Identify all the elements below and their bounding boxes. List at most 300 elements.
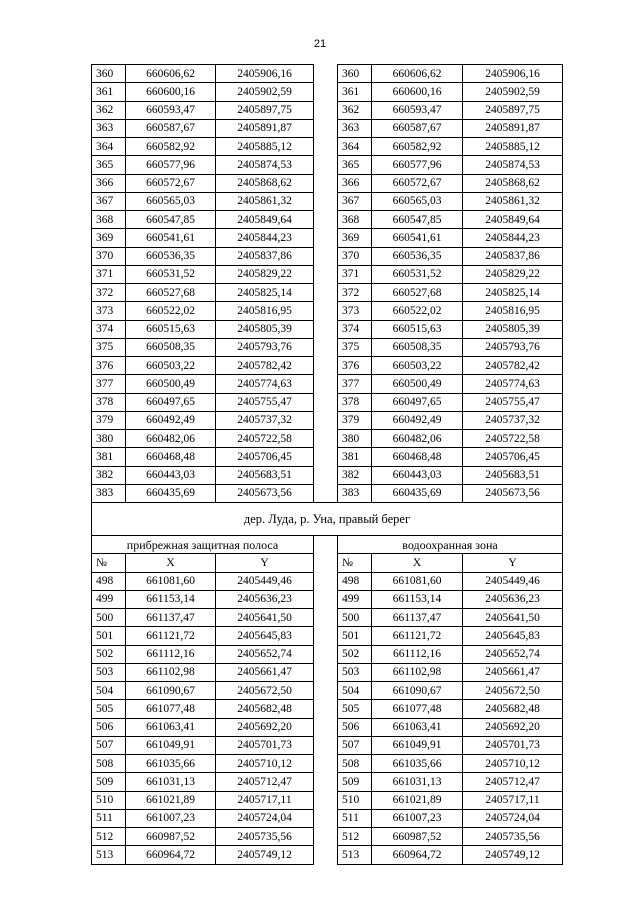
x-coordinate: 661137,47 (372, 609, 463, 627)
y-coordinate: 2405805,39 (216, 320, 314, 338)
y-coordinate: 2405793,76 (463, 338, 563, 356)
table-row (92, 411, 563, 429)
point-number: 506 (92, 718, 126, 736)
zone-title-row (92, 536, 563, 554)
point-number: 513 (92, 846, 126, 864)
x-coordinate: 660593,47 (372, 101, 463, 119)
table-row (92, 65, 563, 83)
table-row (92, 609, 563, 627)
column-gap (314, 682, 338, 700)
y-coordinate: 2405897,75 (216, 101, 314, 119)
x-coordinate: 661090,67 (126, 682, 216, 700)
column-gap (314, 846, 338, 864)
x-coordinate: 660536,35 (372, 247, 463, 265)
y-coordinate: 2405891,87 (463, 119, 563, 137)
y-coordinate: 2405868,62 (463, 174, 563, 192)
column-gap (314, 338, 338, 356)
y-coordinate: 2405717,11 (216, 791, 314, 809)
table-row (92, 430, 563, 448)
point-number: 512 (338, 828, 372, 846)
point-number: 511 (338, 809, 372, 827)
header-y: Y (216, 554, 314, 572)
point-number: 377 (338, 375, 372, 393)
x-coordinate: 660468,48 (126, 448, 216, 466)
y-coordinate: 2405682,48 (216, 700, 314, 718)
x-coordinate: 661031,13 (126, 773, 216, 791)
table-row (92, 192, 563, 210)
x-coordinate: 660435,69 (126, 484, 216, 502)
table-row (92, 645, 563, 663)
x-coordinate: 660500,49 (372, 375, 463, 393)
y-coordinate: 2405722,58 (216, 430, 314, 448)
y-coordinate: 2405673,56 (463, 484, 563, 502)
x-coordinate: 661035,66 (126, 755, 216, 773)
x-coordinate: 660541,61 (372, 229, 463, 247)
y-coordinate: 2405683,51 (216, 466, 314, 484)
x-coordinate: 661049,91 (126, 736, 216, 754)
table-row (92, 174, 563, 192)
table-row (92, 484, 563, 502)
point-number: 370 (92, 247, 126, 265)
x-coordinate: 661021,89 (126, 791, 216, 809)
x-coordinate: 660500,49 (126, 375, 216, 393)
x-coordinate: 660600,16 (372, 83, 463, 101)
header-row (92, 554, 563, 572)
column-gap (314, 430, 338, 448)
header-num: № (338, 554, 372, 572)
x-coordinate: 660443,03 (372, 466, 463, 484)
x-coordinate: 660482,06 (126, 430, 216, 448)
x-coordinate: 660547,85 (372, 211, 463, 229)
point-number: 505 (338, 700, 372, 718)
y-coordinate: 2405844,23 (216, 229, 314, 247)
y-coordinate: 2405782,42 (216, 357, 314, 375)
y-coordinate: 2405645,83 (463, 627, 563, 645)
y-coordinate: 2405682,48 (463, 700, 563, 718)
header-y: Y (463, 554, 563, 572)
x-coordinate: 661035,66 (372, 755, 463, 773)
point-number: 505 (92, 700, 126, 718)
table-row (92, 791, 563, 809)
x-coordinate: 661007,23 (126, 809, 216, 827)
y-coordinate: 2405868,62 (216, 174, 314, 192)
table-row (92, 229, 563, 247)
table-row (92, 448, 563, 466)
column-gap (314, 448, 338, 466)
table-row (92, 138, 563, 156)
table-row (92, 156, 563, 174)
column-gap (314, 590, 338, 608)
table-row (92, 101, 563, 119)
column-gap (314, 247, 338, 265)
column-gap (314, 484, 338, 502)
point-number: 498 (338, 572, 372, 590)
x-coordinate: 660497,65 (126, 393, 216, 411)
point-number: 508 (338, 755, 372, 773)
y-coordinate: 2405710,12 (463, 755, 563, 773)
x-coordinate: 661021,89 (372, 791, 463, 809)
column-gap (314, 663, 338, 681)
y-coordinate: 2405902,59 (216, 83, 314, 101)
y-coordinate: 2405885,12 (463, 138, 563, 156)
y-coordinate: 2405673,56 (216, 484, 314, 502)
x-coordinate: 660606,62 (126, 65, 216, 83)
x-coordinate: 660492,49 (372, 411, 463, 429)
y-coordinate: 2405712,47 (216, 773, 314, 791)
y-coordinate: 2405652,74 (463, 645, 563, 663)
table-row (92, 663, 563, 681)
table-row (92, 755, 563, 773)
y-coordinate: 2405636,23 (463, 590, 563, 608)
point-number: 378 (338, 393, 372, 411)
point-number: 368 (92, 211, 126, 229)
table-row (92, 846, 563, 864)
x-coordinate: 660435,69 (372, 484, 463, 502)
x-coordinate: 661112,16 (126, 645, 216, 663)
column-gap (314, 791, 338, 809)
point-number: 372 (338, 284, 372, 302)
column-gap (314, 357, 338, 375)
table-row (92, 682, 563, 700)
left-zone-title: прибрежная защитная полоса (92, 536, 314, 554)
table-row (92, 736, 563, 754)
y-coordinate: 2405861,32 (216, 192, 314, 210)
y-coordinate: 2405755,47 (463, 393, 563, 411)
point-number: 380 (92, 430, 126, 448)
point-number: 366 (338, 174, 372, 192)
column-gap (314, 700, 338, 718)
point-number: 510 (92, 791, 126, 809)
x-coordinate: 661081,60 (372, 572, 463, 590)
y-coordinate: 2405641,50 (216, 609, 314, 627)
x-coordinate: 661102,98 (372, 663, 463, 681)
point-number: 375 (338, 338, 372, 356)
point-number: 502 (92, 645, 126, 663)
point-number: 509 (338, 773, 372, 791)
y-coordinate: 2405825,14 (216, 284, 314, 302)
column-gap (314, 174, 338, 192)
coordinates-table (91, 64, 563, 865)
y-coordinate: 2405897,75 (463, 101, 563, 119)
y-coordinate: 2405449,46 (216, 572, 314, 590)
section-title-row (92, 503, 563, 536)
point-number: 506 (338, 718, 372, 736)
x-coordinate: 660541,61 (126, 229, 216, 247)
point-number: 370 (338, 247, 372, 265)
y-coordinate: 2405683,51 (463, 466, 563, 484)
point-number: 377 (92, 375, 126, 393)
table-row (92, 572, 563, 590)
point-number: 360 (92, 65, 126, 83)
page-number: 21 (313, 38, 327, 50)
x-coordinate: 660492,49 (126, 411, 216, 429)
y-coordinate: 2405710,12 (216, 755, 314, 773)
y-coordinate: 2405825,14 (463, 284, 563, 302)
x-coordinate: 660587,67 (126, 119, 216, 137)
y-coordinate: 2405829,22 (216, 265, 314, 283)
table-row (92, 265, 563, 283)
x-coordinate: 660577,96 (126, 156, 216, 174)
column-gap (314, 375, 338, 393)
y-coordinate: 2405874,53 (216, 156, 314, 174)
x-coordinate: 660508,35 (372, 338, 463, 356)
column-gap (314, 466, 338, 484)
x-coordinate: 660497,65 (372, 393, 463, 411)
point-number: 363 (338, 119, 372, 137)
point-number: 507 (92, 736, 126, 754)
y-coordinate: 2405706,45 (216, 448, 314, 466)
y-coordinate: 2405749,12 (216, 846, 314, 864)
point-number: 381 (338, 448, 372, 466)
point-number: 367 (338, 192, 372, 210)
point-number: 503 (338, 663, 372, 681)
x-coordinate: 661063,41 (126, 718, 216, 736)
column-gap (314, 138, 338, 156)
x-coordinate: 660503,22 (372, 357, 463, 375)
x-coordinate: 660606,62 (372, 65, 463, 83)
table-row (92, 83, 563, 101)
point-number: 502 (338, 645, 372, 663)
point-number: 364 (92, 138, 126, 156)
column-gap (314, 736, 338, 754)
point-number: 362 (338, 101, 372, 119)
y-coordinate: 2405902,59 (463, 83, 563, 101)
point-number: 504 (338, 682, 372, 700)
point-number: 378 (92, 393, 126, 411)
point-number: 511 (92, 809, 126, 827)
y-coordinate: 2405701,73 (463, 736, 563, 754)
point-number: 383 (338, 484, 372, 502)
point-number: 369 (92, 229, 126, 247)
x-coordinate: 661081,60 (126, 572, 216, 590)
point-number: 512 (92, 828, 126, 846)
y-coordinate: 2405774,63 (216, 375, 314, 393)
table-row (92, 375, 563, 393)
point-number: 368 (338, 211, 372, 229)
column-gap (314, 718, 338, 736)
point-number: 369 (338, 229, 372, 247)
y-coordinate: 2405891,87 (216, 119, 314, 137)
table-row (92, 718, 563, 736)
top-rows (92, 65, 563, 503)
x-coordinate: 660964,72 (372, 846, 463, 864)
y-coordinate: 2405724,04 (463, 809, 563, 827)
y-coordinate: 2405874,53 (463, 156, 563, 174)
x-coordinate: 661102,98 (126, 663, 216, 681)
x-coordinate: 660503,22 (126, 357, 216, 375)
x-coordinate: 660593,47 (126, 101, 216, 119)
y-coordinate: 2405672,50 (216, 682, 314, 700)
point-number: 367 (92, 192, 126, 210)
point-number: 373 (338, 302, 372, 320)
point-number: 372 (92, 284, 126, 302)
x-coordinate: 660565,03 (372, 192, 463, 210)
x-coordinate: 660508,35 (126, 338, 216, 356)
y-coordinate: 2405793,76 (216, 338, 314, 356)
x-coordinate: 660515,63 (126, 320, 216, 338)
x-coordinate: 661153,14 (372, 590, 463, 608)
column-gap (314, 83, 338, 101)
y-coordinate: 2405829,22 (463, 265, 563, 283)
x-coordinate: 660531,52 (372, 265, 463, 283)
x-coordinate: 660468,48 (372, 448, 463, 466)
point-number: 503 (92, 663, 126, 681)
column-gap (314, 411, 338, 429)
point-number: 500 (92, 609, 126, 627)
table-row (92, 247, 563, 265)
y-coordinate: 2405816,95 (463, 302, 563, 320)
y-coordinate: 2405706,45 (463, 448, 563, 466)
bottom-rows (92, 572, 563, 864)
table-row (92, 320, 563, 338)
point-number: 501 (92, 627, 126, 645)
header-num: № (92, 554, 126, 572)
point-number: 513 (338, 846, 372, 864)
y-coordinate: 2405717,11 (463, 791, 563, 809)
table-row (92, 357, 563, 375)
y-coordinate: 2405661,47 (463, 663, 563, 681)
y-coordinate: 2405906,16 (216, 65, 314, 83)
table-row (92, 466, 563, 484)
y-coordinate: 2405782,42 (463, 357, 563, 375)
x-coordinate: 661121,72 (372, 627, 463, 645)
y-coordinate: 2405861,32 (463, 192, 563, 210)
x-coordinate: 661137,47 (126, 609, 216, 627)
table-row (92, 828, 563, 846)
x-coordinate: 660577,96 (372, 156, 463, 174)
x-coordinate: 660572,67 (126, 174, 216, 192)
x-coordinate: 660964,72 (126, 846, 216, 864)
x-coordinate: 661031,13 (372, 773, 463, 791)
point-number: 376 (338, 357, 372, 375)
point-number: 365 (92, 156, 126, 174)
table-row (92, 211, 563, 229)
x-coordinate: 660565,03 (126, 192, 216, 210)
point-number: 365 (338, 156, 372, 174)
y-coordinate: 2405816,95 (216, 302, 314, 320)
y-coordinate: 2405692,20 (463, 718, 563, 736)
x-coordinate: 660987,52 (372, 828, 463, 846)
table-row (92, 119, 563, 137)
point-number: 364 (338, 138, 372, 156)
point-number: 381 (92, 448, 126, 466)
y-coordinate: 2405645,83 (216, 627, 314, 645)
right-zone-title: водоохранная зона (338, 536, 563, 554)
table-row (92, 590, 563, 608)
column-gap (314, 755, 338, 773)
point-number: 499 (92, 590, 126, 608)
x-coordinate: 661007,23 (372, 809, 463, 827)
x-coordinate: 661077,48 (126, 700, 216, 718)
point-number: 507 (338, 736, 372, 754)
column-gap (314, 393, 338, 411)
table-row (92, 773, 563, 791)
point-number: 508 (92, 755, 126, 773)
column-gap (314, 828, 338, 846)
point-number: 501 (338, 627, 372, 645)
column-gap (314, 119, 338, 137)
point-number: 374 (338, 320, 372, 338)
y-coordinate: 2405735,56 (463, 828, 563, 846)
y-coordinate: 2405449,46 (463, 572, 563, 590)
point-number: 510 (338, 791, 372, 809)
point-number: 379 (92, 411, 126, 429)
x-coordinate: 660572,67 (372, 174, 463, 192)
point-number: 498 (92, 572, 126, 590)
y-coordinate: 2405906,16 (463, 65, 563, 83)
point-number: 380 (338, 430, 372, 448)
point-number: 382 (338, 466, 372, 484)
x-coordinate: 661049,91 (372, 736, 463, 754)
y-coordinate: 2405692,20 (216, 718, 314, 736)
y-coordinate: 2405636,23 (216, 590, 314, 608)
x-coordinate: 660587,67 (372, 119, 463, 137)
point-number: 383 (92, 484, 126, 502)
point-number: 509 (92, 773, 126, 791)
x-coordinate: 660522,02 (372, 302, 463, 320)
column-gap (314, 65, 338, 83)
column-gap (314, 627, 338, 645)
x-coordinate: 661153,14 (126, 590, 216, 608)
y-coordinate: 2405805,39 (463, 320, 563, 338)
column-gap (314, 536, 338, 554)
x-coordinate: 660547,85 (126, 211, 216, 229)
y-coordinate: 2405735,56 (216, 828, 314, 846)
y-coordinate: 2405837,86 (216, 247, 314, 265)
table-row (92, 809, 563, 827)
x-coordinate: 660522,02 (126, 302, 216, 320)
table-row (92, 627, 563, 645)
column-gap (314, 554, 338, 572)
column-gap (314, 809, 338, 827)
table-row (92, 393, 563, 411)
column-gap (314, 156, 338, 174)
column-gap (314, 572, 338, 590)
point-number: 382 (92, 466, 126, 484)
x-coordinate: 660536,35 (126, 247, 216, 265)
table-row (92, 284, 563, 302)
point-number: 366 (92, 174, 126, 192)
y-coordinate: 2405774,63 (463, 375, 563, 393)
y-coordinate: 2405749,12 (463, 846, 563, 864)
x-coordinate: 661090,67 (372, 682, 463, 700)
y-coordinate: 2405849,64 (216, 211, 314, 229)
point-number: 500 (338, 609, 372, 627)
table-row (92, 302, 563, 320)
y-coordinate: 2405712,47 (463, 773, 563, 791)
y-coordinate: 2405724,04 (216, 809, 314, 827)
header-x: X (126, 554, 216, 572)
y-coordinate: 2405737,32 (463, 411, 563, 429)
column-gap (314, 284, 338, 302)
y-coordinate: 2405755,47 (216, 393, 314, 411)
point-number: 379 (338, 411, 372, 429)
y-coordinate: 2405641,50 (463, 609, 563, 627)
y-coordinate: 2405701,73 (216, 736, 314, 754)
x-coordinate: 661112,16 (372, 645, 463, 663)
y-coordinate: 2405672,50 (463, 682, 563, 700)
point-number: 376 (92, 357, 126, 375)
point-number: 371 (338, 265, 372, 283)
x-coordinate: 660600,16 (126, 83, 216, 101)
point-number: 371 (92, 265, 126, 283)
point-number: 363 (92, 119, 126, 137)
x-coordinate: 660527,68 (372, 284, 463, 302)
point-number: 361 (338, 83, 372, 101)
point-number: 373 (92, 302, 126, 320)
point-number: 499 (338, 590, 372, 608)
point-number: 374 (92, 320, 126, 338)
